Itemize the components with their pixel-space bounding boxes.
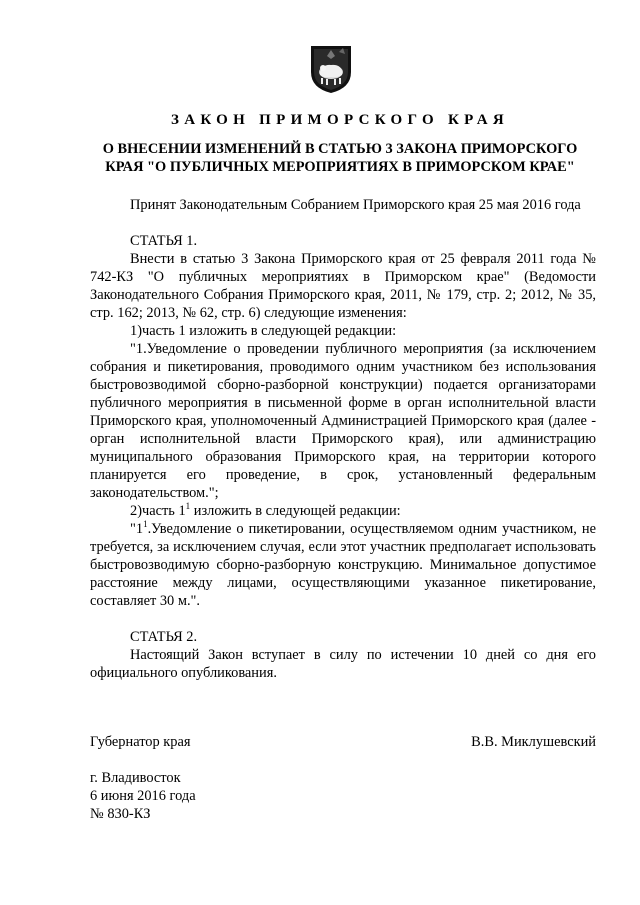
coat-of-arms-emblem (309, 42, 353, 94)
subtitle-line-1: О ВНЕСЕНИИ ИЗМЕНЕНИЙ В СТАТЬЮ 3 ЗАКОНА ПРИМОРСКОГО (102, 141, 578, 157)
item-1-text: 1)часть 1 изложить в следующей редакции: (130, 323, 397, 339)
law-subtitle (90, 140, 590, 176)
date: 6 июня 2016 года (90, 788, 196, 804)
item-2-quote: "$1^1.Уведомление$ о пикетировании, осуществляемом одним участником, не требуется, за исключением случая, если этот участник предполагает использовать быстровозводимую сборно-разборную конструкцию. Минимальное допустимое расстояние между лицами, осуществляющими указанное пикетирование, составляет 30 м.". (90, 519, 596, 609)
adoption-note: Принят Законодательным Собранием Приморского края 25 мая 2016 года (130, 197, 581, 213)
law-number: № 830-КЗ (90, 806, 151, 822)
signatory-name: В.В. Миклушевский (471, 734, 596, 750)
law-body (90, 196, 596, 682)
city: г. Владивосток (90, 770, 181, 786)
article-1-intro: Внести в статью 3 Закона Приморского края от 25 февраля 2011 года № 742-КЗ "О публичных мероприятиях в Приморском крае" (Ведомости Законодательного Собрания Приморского края, 2011, № 179, стр. 2; 2012, № 35, стр. 162; 2013, № 62, стр. 6) следующие изменения: (90, 251, 596, 321)
article-2-text: Настоящий Закон вступает в силу по истечении 10 дней со дня его официального опубликования. (90, 647, 596, 681)
signature-block (90, 733, 596, 751)
law-title: ЗАКОН ПРИМОРСКОГО КРАЯ (171, 112, 509, 128)
item-2-text: 2)часть $1^1$ изложить в следующей редакции: (130, 501, 401, 519)
article-1-heading: СТАТЬЯ 1. (130, 233, 198, 249)
article-2-heading: СТАТЬЯ 2. (130, 629, 198, 645)
signatory-position: Губернатор края (90, 734, 191, 750)
place-date-block (90, 769, 196, 823)
subtitle-line-2: КРАЯ "О ПУБЛИЧНЫХ МЕРОПРИЯТИЯХ В ПРИМОРСКОМ КРАЕ" (105, 159, 575, 175)
item-1-quote: "1.Уведомление о проведении публичного мероприятия (за исключением собрания и пикетирования, проводимого одним участником без использования быстровозводимой сборно-разборной конструкции) подается организаторами публичного мероприятия в письменной форме в орган исполнительной власти Приморского края, уполномоченный Администрацией Приморского края (далее - орган исполнительной власти Приморского края), или администрацию муниципального образования Приморского края, на территории которого планируется его проведение, в срок, установленный федеральным законодательством."; (90, 341, 596, 501)
